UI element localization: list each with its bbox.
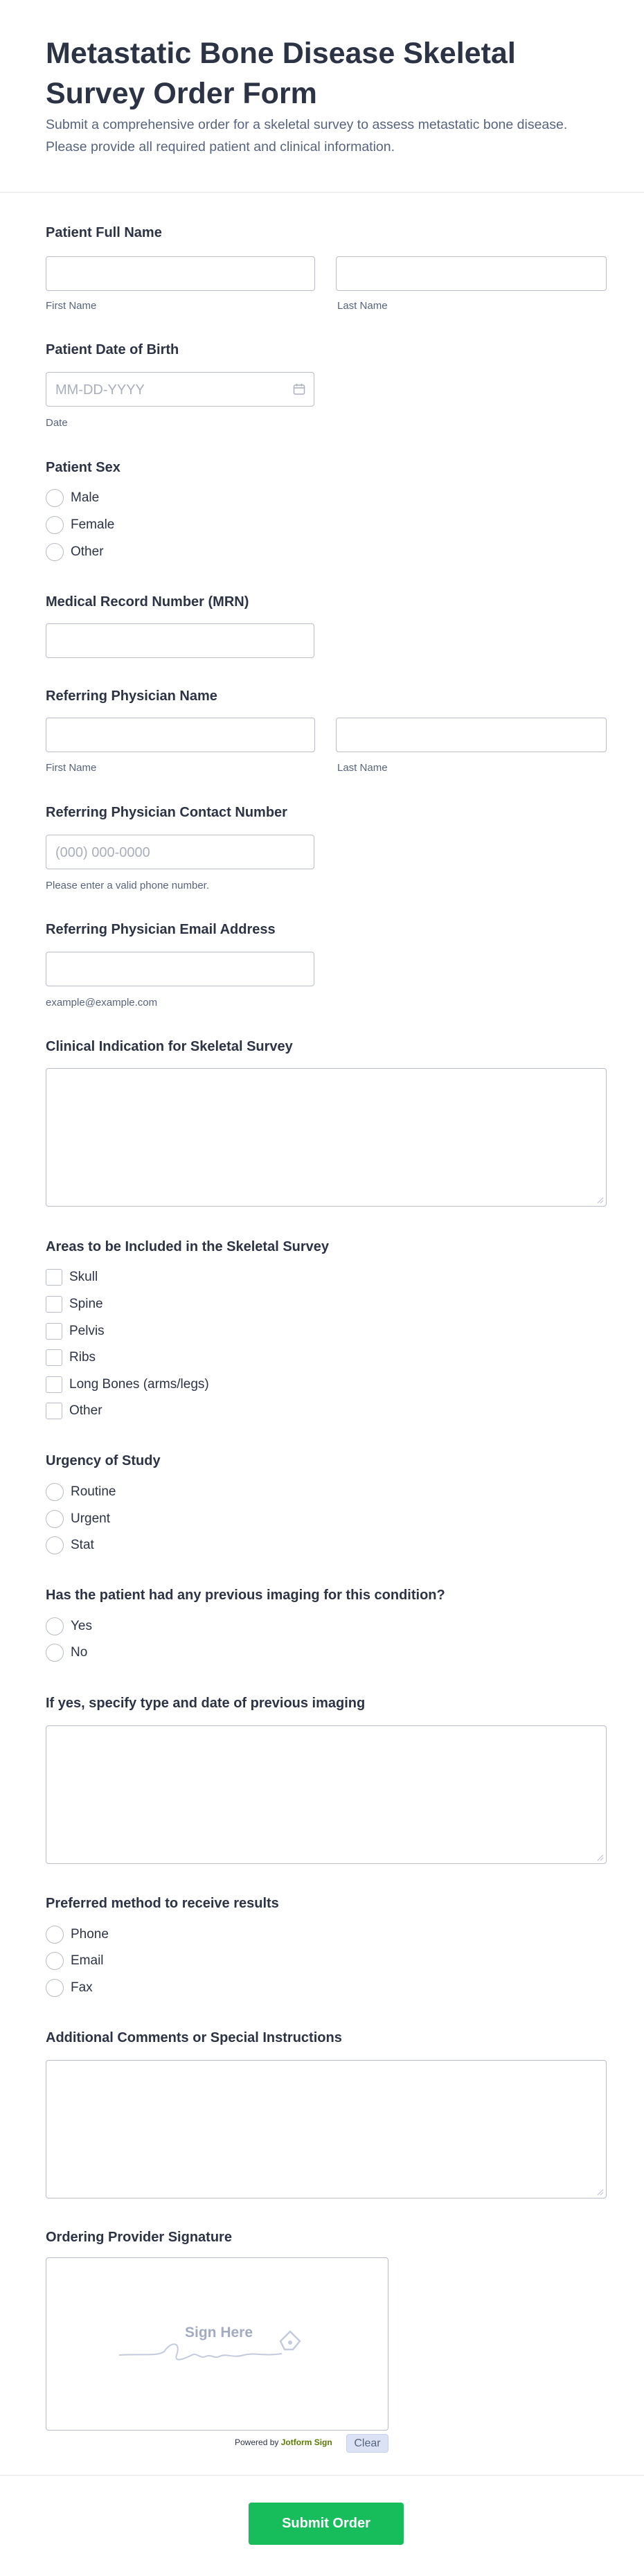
clear-signature-button[interactable]: Clear <box>346 2434 388 2453</box>
checkbox[interactable] <box>46 1296 62 1313</box>
comments-textarea[interactable] <box>46 2060 607 2199</box>
area-option-long-bones[interactable] <box>46 1376 209 1394</box>
previous-imaging-option-no[interactable] <box>46 1644 87 1662</box>
physician-phone-input[interactable] <box>46 835 314 869</box>
radio-button[interactable] <box>46 1510 64 1528</box>
powered-by-text <box>235 2437 332 2447</box>
area-option-skull[interactable] <box>46 1268 98 1286</box>
option-label: Urgent <box>71 1511 111 1526</box>
sex-option-other[interactable] <box>46 543 104 561</box>
previous-imaging-label: Has the patient had any previous imaging for this condition? <box>46 1588 445 1603</box>
physician-last-name-input[interactable] <box>336 718 607 752</box>
mrn-label: Medical Record Number (MRN) <box>46 594 249 610</box>
radio-button[interactable] <box>46 1979 64 1997</box>
dob-label: Patient Date of Birth <box>46 342 179 357</box>
results-option-phone[interactable] <box>46 1926 109 1944</box>
physician-phone-label: Referring Physician Contact Number <box>46 805 287 820</box>
option-label: Long Bones (arms/legs) <box>69 1377 209 1392</box>
checkbox[interactable] <box>46 1349 62 1366</box>
area-option-spine[interactable] <box>46 1295 103 1313</box>
resize-grip-icon[interactable] <box>596 1853 604 1861</box>
option-label: Phone <box>71 1927 109 1942</box>
calendar-icon[interactable] <box>293 383 305 396</box>
area-option-pelvis[interactable] <box>46 1322 105 1340</box>
results-option-email[interactable] <box>46 1952 104 1970</box>
results-method-label: Preferred method to receive results <box>46 1896 279 1911</box>
patient-name-label: Patient Full Name <box>46 225 162 240</box>
signature-label: Ordering Provider Signature <box>46 2230 232 2245</box>
radio-button[interactable] <box>46 1483 64 1501</box>
footer-divider <box>0 2475 644 2476</box>
urgency-option-routine[interactable] <box>46 1483 116 1501</box>
powered-prefix: Powered by <box>235 2437 279 2447</box>
sex-option-female[interactable] <box>46 516 114 534</box>
urgency-label: Urgency of Study <box>46 1453 161 1468</box>
dob-input[interactable] <box>46 372 314 407</box>
mrn-input[interactable] <box>46 623 314 658</box>
dob-sublabel: Date <box>46 417 68 429</box>
physician-email-label: Referring Physician Email Address <box>46 922 276 937</box>
comments-label: Additional Comments or Special Instructions <box>46 2030 342 2045</box>
option-label: Other <box>69 1403 102 1418</box>
area-option-ribs[interactable] <box>46 1349 96 1367</box>
form-subtitle: Submit a comprehensive order for a skeletal survey to assess metastatic bone disease. Please provide all required patient and clinical information. <box>46 117 568 154</box>
dob-placeholder: MM-DD-YYYY <box>55 382 145 398</box>
patient-last-name-sublabel: Last Name <box>337 300 388 312</box>
signature-placeholder: Sign Here <box>185 2325 253 2340</box>
email-sublabel: example@example.com <box>46 997 158 1009</box>
jotform-sign-link[interactable]: Jotform Sign <box>280 2437 332 2447</box>
area-option-other[interactable] <box>46 1402 102 1420</box>
radio-button[interactable] <box>46 1617 64 1635</box>
previous-details-textarea[interactable] <box>46 1725 607 1864</box>
radio-button[interactable] <box>46 516 64 534</box>
urgency-option-stat[interactable] <box>46 1536 94 1554</box>
phone-placeholder: (000) 000-0000 <box>55 845 150 860</box>
option-label: Routine <box>71 1484 116 1499</box>
option-label: No <box>71 1645 88 1660</box>
option-label: Other <box>71 544 104 559</box>
radio-button[interactable] <box>46 1952 64 1970</box>
option-label: Fax <box>71 1980 93 1995</box>
radio-button[interactable] <box>46 489 64 507</box>
results-option-fax[interactable] <box>46 1979 93 1997</box>
indication-textarea[interactable] <box>46 1068 607 1207</box>
phone-sublabel: Please enter a valid phone number. <box>46 880 209 891</box>
resize-grip-icon[interactable] <box>596 2187 604 2196</box>
option-label: Female <box>71 517 115 532</box>
sex-option-male[interactable] <box>46 489 99 507</box>
option-label: Stat <box>71 1538 94 1552</box>
radio-button[interactable] <box>46 1536 64 1554</box>
patient-first-name-sublabel: First Name <box>46 300 97 312</box>
option-label: Pelvis <box>69 1324 105 1338</box>
submit-order-button[interactable]: Submit Order <box>249 2503 404 2545</box>
option-label: Male <box>71 490 100 505</box>
option-label: Spine <box>69 1297 103 1311</box>
checkbox[interactable] <box>46 1403 62 1419</box>
checkbox[interactable] <box>46 1376 62 1393</box>
form-title: Metastatic Bone Disease Skeletal Survey Order Form <box>46 37 516 110</box>
sex-label: Patient Sex <box>46 460 120 475</box>
form-header <box>0 0 644 193</box>
radio-button[interactable] <box>46 1644 64 1662</box>
patient-first-name-input[interactable] <box>46 256 315 291</box>
checkbox[interactable] <box>46 1269 62 1286</box>
radio-button[interactable] <box>46 1926 64 1944</box>
option-label: Yes <box>71 1619 92 1633</box>
physician-first-name-input[interactable] <box>46 718 315 752</box>
physician-last-name-sublabel: Last Name <box>337 762 388 774</box>
patient-last-name-input[interactable] <box>336 256 607 291</box>
radio-button[interactable] <box>46 543 64 561</box>
urgency-option-urgent[interactable] <box>46 1510 110 1528</box>
option-label: Email <box>71 1953 104 1968</box>
option-label: Skull <box>69 1270 98 1284</box>
indication-label: Clinical Indication for Skeletal Survey <box>46 1039 293 1054</box>
areas-label: Areas to be Included in the Skeletal Survey <box>46 1239 330 1254</box>
physician-email-input[interactable] <box>46 952 314 986</box>
previous-imaging-option-yes[interactable] <box>46 1617 92 1635</box>
signature-pad[interactable] <box>46 2257 388 2431</box>
previous-details-label: If yes, specify type and date of previous imaging <box>46 1696 366 1711</box>
checkbox[interactable] <box>46 1323 62 1340</box>
option-label: Ribs <box>69 1350 96 1365</box>
physician-name-label: Referring Physician Name <box>46 689 217 704</box>
physician-first-name-sublabel: First Name <box>46 762 97 774</box>
resize-grip-icon[interactable] <box>596 1196 604 1204</box>
